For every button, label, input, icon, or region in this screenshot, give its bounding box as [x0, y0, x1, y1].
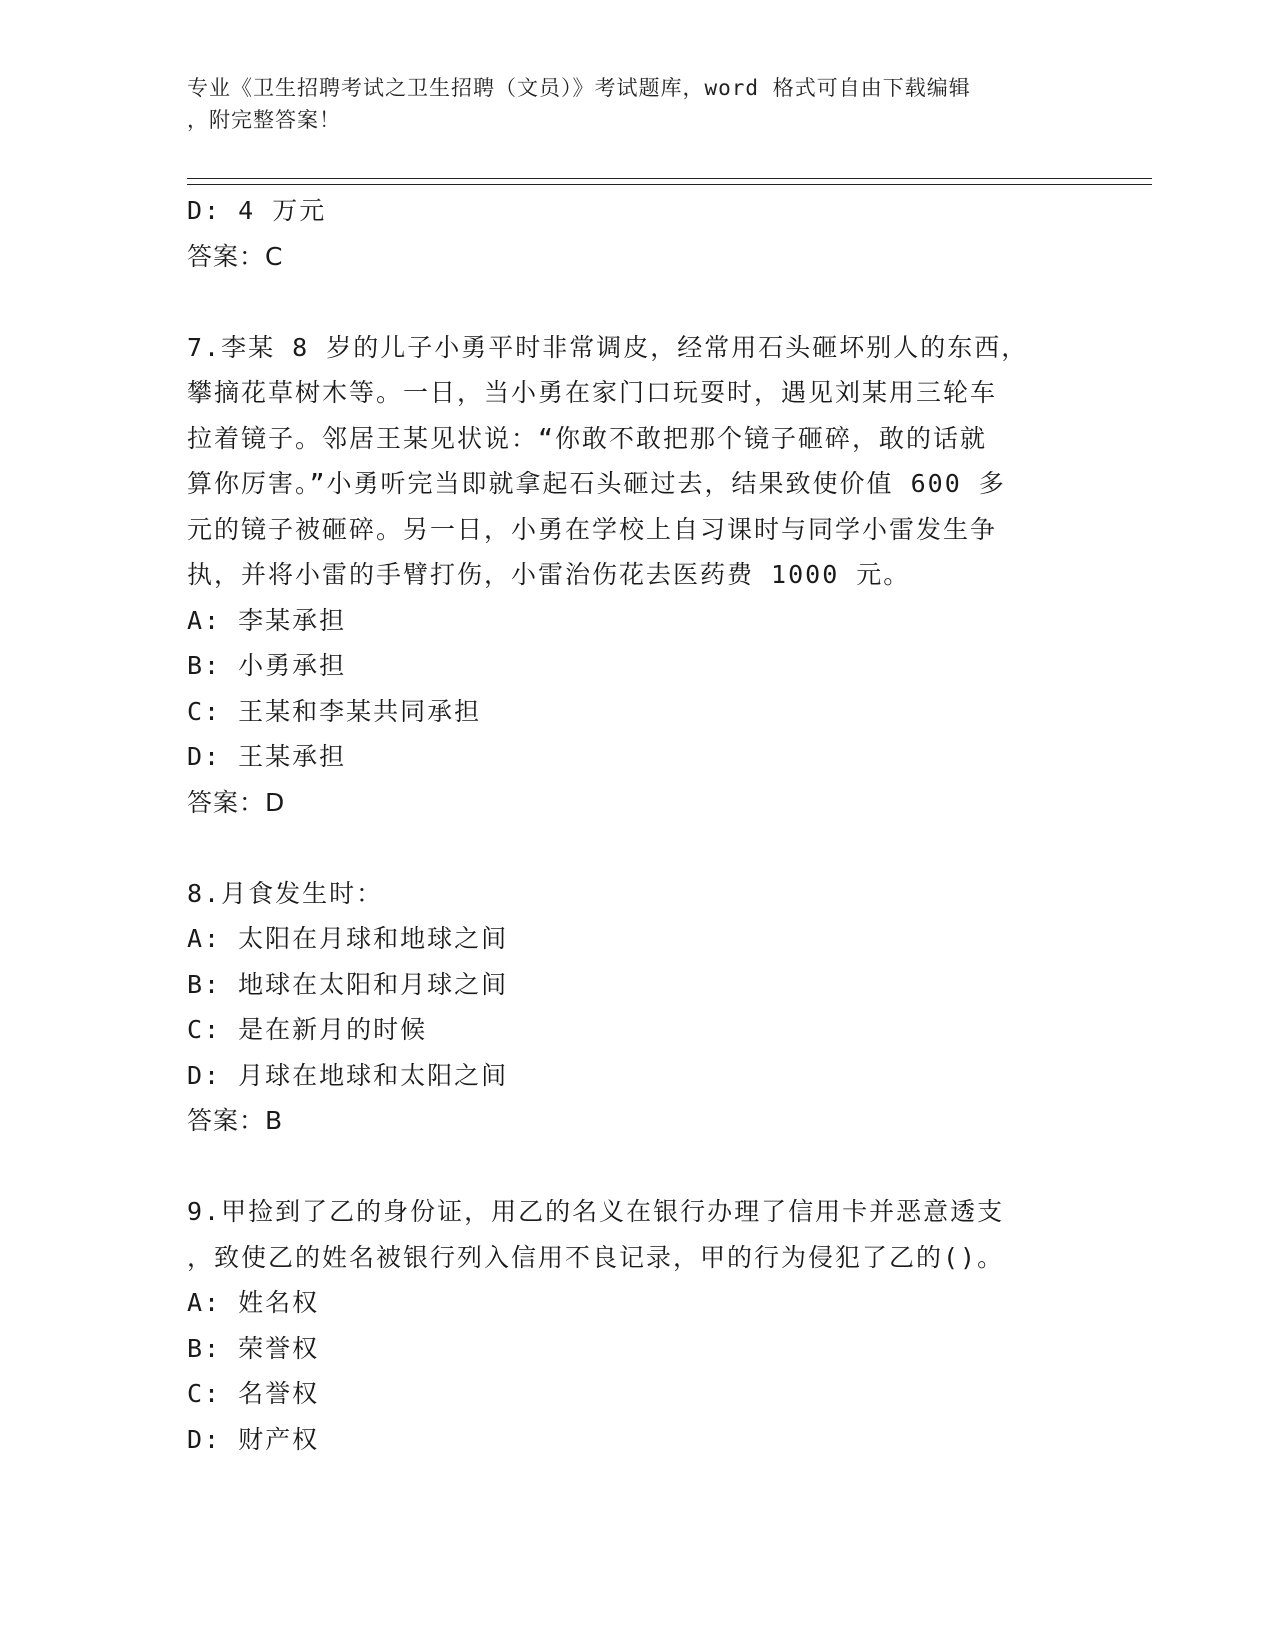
- answer-line: 答案：C: [187, 241, 284, 271]
- answer-line: 答案：D: [187, 787, 286, 817]
- option-d: D: 4 万元: [187, 196, 327, 225]
- question-text-line: ，致使乙的姓名被银行列入信用不良记录，甲的行为侵犯了乙的()。: [187, 1242, 1005, 1272]
- spacer: [187, 279, 1087, 325]
- document-body: [187, 188, 1087, 1462]
- question-7: [187, 325, 1087, 826]
- spacer: [187, 825, 1087, 871]
- option-b: B: 小勇承担: [187, 651, 347, 680]
- question-text-line: 攀摘花草树木等。一日，当小勇在家门口玩耍时，遇见刘某用三轮车: [187, 378, 998, 407]
- question-text-line: 算你厉害。”小勇听完当即就拿起石头砸过去，结果致使价值 600 多: [187, 469, 1006, 498]
- question-text-line: 拉着镜子。邻居王某见状说：“你敢不敢把那个镜子砸碎，敢的话就: [187, 423, 988, 453]
- question-8: [187, 871, 1087, 1144]
- answer-line: 答案：B: [187, 1106, 284, 1135]
- header-line: ，附完整答案！: [187, 108, 341, 132]
- option-a: A: 姓名权: [187, 1288, 320, 1317]
- header-line: 专业《卫生招聘考试之卫生招聘（文员）》考试题库，word 格式可自由下载编辑: [187, 76, 971, 100]
- question-text-line: 执，并将小雷的手臂打伤，小雷治伤花去医药费 1000 元。: [187, 560, 911, 589]
- header-divider: [187, 178, 1152, 179]
- spacer: [187, 1144, 1087, 1190]
- option-a: A: 李某承担: [187, 605, 347, 635]
- question-text-line: 8.月食发生时：: [187, 878, 384, 908]
- option-c: C: 是在新月的时候: [187, 1015, 428, 1044]
- option-d: D: 月球在地球和太阳之间: [187, 1060, 509, 1090]
- question-9: [187, 1189, 1087, 1462]
- option-b: B: 荣誉权: [187, 1333, 320, 1363]
- header-divider: [187, 184, 1152, 185]
- question-text-line: 元的镜子被砸碎。另一日，小勇在学校上自习课时与同学小雷发生争: [187, 514, 998, 544]
- question-text-line: 9.甲捡到了乙的身份证，用乙的名义在银行办理了信用卡并恶意透支: [187, 1197, 1005, 1226]
- question-text-line: 7.李某 8 岁的儿子小勇平时非常调皮，经常用石头砸坏别人的东西，: [187, 332, 1029, 362]
- page-header: [187, 72, 1087, 136]
- option-a: A: 太阳在月球和地球之间: [187, 924, 509, 953]
- option-c: C: 名誉权: [187, 1379, 320, 1408]
- option-d: D: 王某承担: [187, 742, 347, 771]
- option-c: C: 王某和李某共同承担: [187, 696, 482, 726]
- option-d: D: 财产权: [187, 1424, 320, 1454]
- option-b: B: 地球在太阳和月球之间: [187, 969, 509, 999]
